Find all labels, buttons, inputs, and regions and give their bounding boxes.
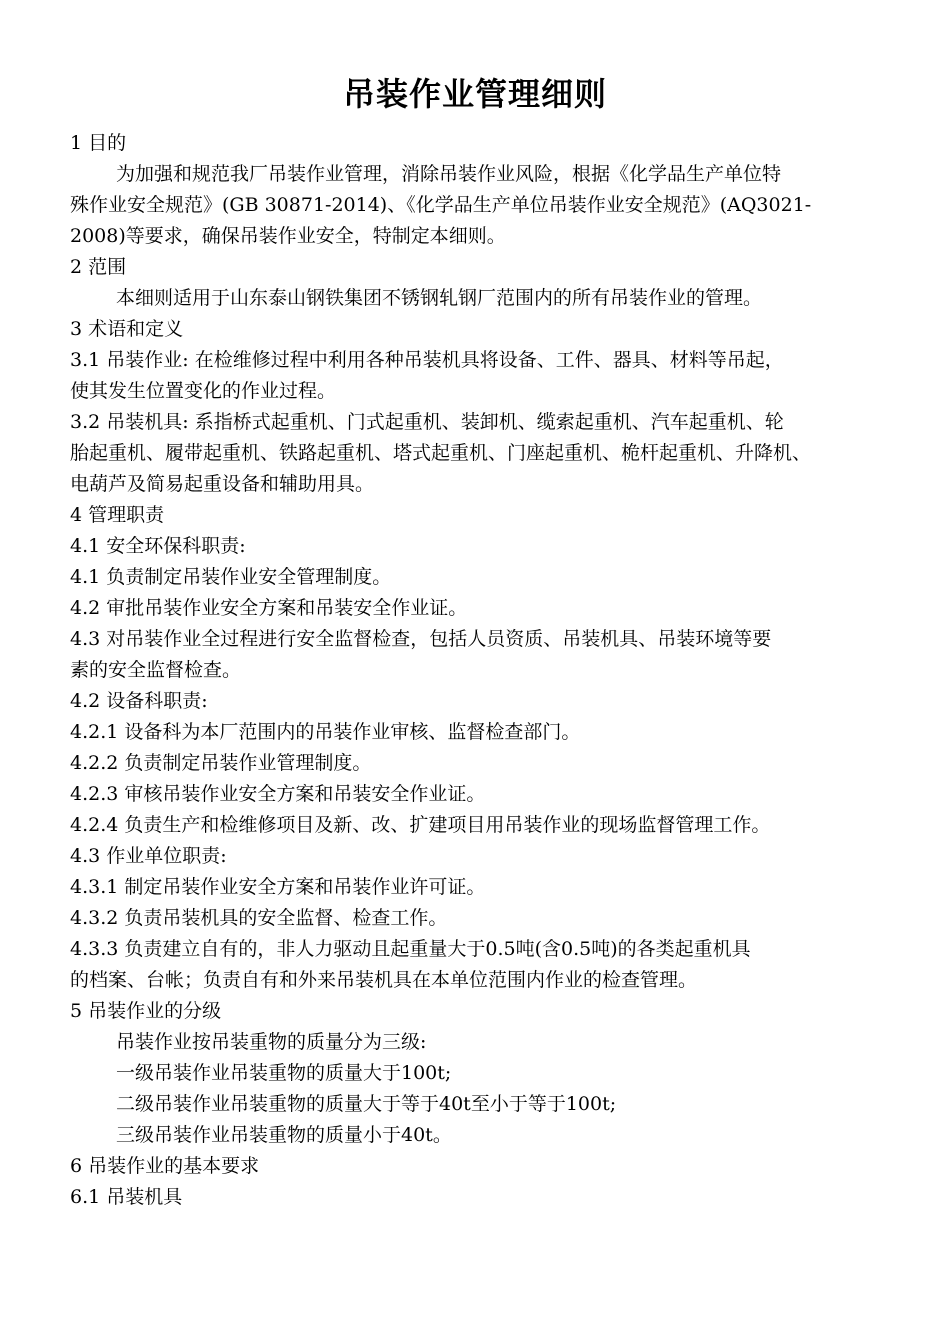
- text-line: 使其发生位置变化的作业过程。: [70, 380, 337, 402]
- text-line: 4.3.3 负责建立自有的，非人力驱动且起重量大于0.5吨(含0.5吨)的各类起重机具: [70, 938, 751, 960]
- text-line: 4.3.2 负责吊装机具的安全监督、检查工作。: [70, 907, 448, 929]
- text-line: 胎起重机、履带起重机、铁路起重机、塔式起重机、门座起重机、桅杆起重机、升降机、: [70, 442, 812, 464]
- text-line: 6.1 吊装机具: [70, 1186, 183, 1208]
- text-line: 3.2 吊装机具: 系指桥式起重机、门式起重机、装卸机、缆索起重机、汽车起重机、轮: [70, 411, 784, 433]
- text-line: 4.2.1 设备科为本厂范围内的吊装作业审核、监督检查部门。: [70, 721, 581, 743]
- text-line: 6 吊装作业的基本要求: [70, 1155, 260, 1177]
- text-line: 4.1 安全环保科职责:: [70, 535, 246, 557]
- text-line: 2 范围: [70, 256, 127, 278]
- text-line: 4.3.1 制定吊装作业安全方案和吊装作业许可证。: [70, 876, 486, 898]
- text-line: 4 管理职责: [70, 504, 165, 526]
- text-line: 3 术语和定义: [70, 318, 184, 340]
- text-line: 4.3 作业单位职责:: [70, 845, 227, 867]
- text-line: 4.2.2 负责制定吊装作业管理制度。: [70, 752, 372, 774]
- text-line: 4.2 设备科职责:: [70, 690, 208, 712]
- text-line: 吊装作业按吊装重物的质量分为三级:: [116, 1031, 427, 1053]
- text-line: 3.1 吊装作业: 在检维修过程中利用各种吊装机具将设备、工件、器具、材料等吊起，: [70, 349, 784, 371]
- text-line: 5 吊装作业的分级: [70, 1000, 222, 1022]
- text-line: 电葫芦及简易起重设备和辅助用具。: [70, 473, 375, 495]
- text-line: 4.2.4 负责生产和检维修项目及新、改、扩建项目用吊装作业的现场监督管理工作。: [70, 814, 771, 836]
- text-line: 三级吊装作业吊装重物的质量小于40t。: [116, 1124, 452, 1146]
- text-line: 为加强和规范我厂吊装作业管理，消除吊装作业风险，根据《化学品生产单位特: [116, 163, 782, 185]
- text-line: 1 目的: [70, 132, 127, 154]
- text-line: 二级吊装作业吊装重物的质量大于等于40t至小于等于100t;: [116, 1093, 617, 1115]
- text-line: 4.1 负责制定吊装作业安全管理制度。: [70, 566, 392, 588]
- document-title: 吊装作业管理细则: [342, 75, 607, 113]
- text-line: 素的安全监督检查。: [70, 659, 242, 681]
- document-body: [70, 128, 882, 1213]
- text-line: 殊作业安全规范》(GB 30871-2014)、《化学品生产单位吊装作业安全规范》(AQ3021-: [70, 194, 812, 216]
- text-line: 一级吊装作业吊装重物的质量大于100t;: [116, 1062, 452, 1084]
- text-line: 本细则适用于山东泰山钢铁集团不锈钢轧钢厂范围内的所有吊装作业的管理。: [116, 287, 763, 309]
- text-line: 2008)等要求，确保吊装作业安全，特制定本细则。: [70, 225, 506, 247]
- text-line: 4.3 对吊装作业全过程进行安全监督检查，包括人员资质、吊装机具、吊装环境等要: [70, 628, 772, 650]
- text-line: 4.2 审批吊装作业安全方案和吊装安全作业证。: [70, 597, 468, 619]
- text-line: 的档案、台帐；负责自有和外来吊装机具在本单位范围内作业的检查管理。: [70, 969, 698, 991]
- text-line: 4.2.3 审核吊装作业安全方案和吊装安全作业证。: [70, 783, 486, 805]
